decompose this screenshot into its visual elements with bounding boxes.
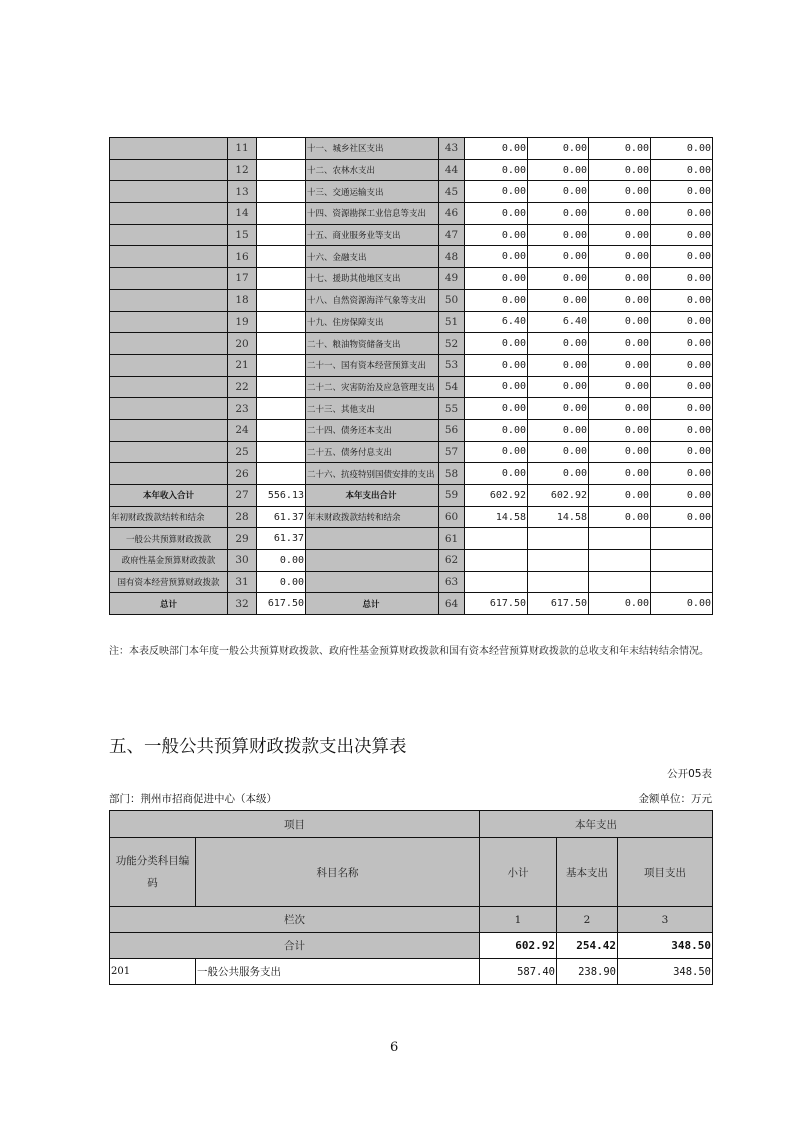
table-row [110, 571, 713, 593]
expense-total [465, 571, 528, 593]
expense-general-budget: 0.00 [528, 354, 589, 376]
expense-general-budget: 0.00 [528, 398, 589, 420]
header-row-2 [110, 838, 713, 907]
income-item-label [110, 268, 228, 290]
row-subtotal: 587.40 [480, 959, 557, 985]
expense-state-capital: 0.00 [651, 181, 713, 203]
expense-gov-fund: 0.00 [589, 289, 651, 311]
header-row-1 [110, 811, 713, 838]
income-amount [257, 181, 306, 203]
column-index-label: 栏次 [110, 907, 480, 933]
amount-unit-label: 金额单位：万元 [638, 793, 712, 805]
column-index-1: 1 [480, 907, 557, 933]
income-amount: 61.37 [257, 528, 306, 550]
expense-gov-fund [589, 571, 651, 593]
income-line-number: 14 [228, 203, 257, 225]
income-line-number: 21 [228, 354, 257, 376]
expense-line-number: 61 [439, 528, 465, 550]
header-name: 科目名称 [196, 838, 480, 907]
expense-total: 0.00 [465, 159, 528, 181]
expense-item-label: 十八、自然资源海洋气象等支出 [306, 289, 439, 311]
expense-total: 617.50 [465, 593, 528, 615]
expense-total: 14.58 [465, 506, 528, 528]
expense-item-label: 十五、商业服务业等支出 [306, 224, 439, 246]
income-expense-summary-table [109, 137, 713, 615]
expense-general-budget: 617.50 [528, 593, 589, 615]
row-name: 一般公共服务支出 [196, 959, 480, 985]
expense-item-label: 二十三、其他支出 [306, 398, 439, 420]
income-amount [257, 463, 306, 485]
expense-total: 0.00 [465, 138, 528, 160]
row-basic: 238.90 [557, 959, 618, 985]
income-amount [257, 354, 306, 376]
expense-item-label: 二十一、国有资本经营预算支出 [306, 354, 439, 376]
section-title: 五、一般公共预算财政拨款支出决算表 [109, 737, 407, 757]
expense-state-capital [651, 550, 713, 572]
expense-general-budget [528, 528, 589, 550]
income-item-label [110, 224, 228, 246]
income-item-label [110, 441, 228, 463]
income-line-number: 24 [228, 419, 257, 441]
expense-line-number: 60 [439, 506, 465, 528]
expense-line-number: 59 [439, 485, 465, 507]
expense-total: 0.00 [465, 376, 528, 398]
expense-item-label: 十一、城乡社区支出 [306, 138, 439, 160]
expense-general-budget [528, 550, 589, 572]
expense-general-budget: 0.00 [528, 203, 589, 225]
expense-line-number: 57 [439, 441, 465, 463]
expense-state-capital: 0.00 [651, 376, 713, 398]
header-current-year-expense: 本年支出 [480, 811, 713, 838]
expense-total: 0.00 [465, 441, 528, 463]
expense-line-number: 52 [439, 333, 465, 355]
income-item-label [110, 311, 228, 333]
expense-line-number: 55 [439, 398, 465, 420]
expense-state-capital: 0.00 [651, 203, 713, 225]
expense-general-budget: 14.58 [528, 506, 589, 528]
expense-line-number: 49 [439, 268, 465, 290]
expense-state-capital: 0.00 [651, 138, 713, 160]
income-item-label: 本年收入合计 [110, 485, 228, 507]
expense-state-capital: 0.00 [651, 224, 713, 246]
expense-line-number: 64 [439, 593, 465, 615]
total-label: 合计 [110, 933, 480, 959]
expense-item-label [306, 550, 439, 572]
expense-item-label: 年末财政拨款结转和结余 [306, 506, 439, 528]
expense-state-capital: 0.00 [651, 268, 713, 290]
income-amount: 0.00 [257, 571, 306, 593]
expense-gov-fund [589, 550, 651, 572]
income-item-label [110, 159, 228, 181]
income-amount [257, 224, 306, 246]
income-amount [257, 159, 306, 181]
expense-line-number: 47 [439, 224, 465, 246]
income-line-number: 25 [228, 441, 257, 463]
table-row [110, 246, 713, 268]
income-amount: 617.50 [257, 593, 306, 615]
income-amount [257, 398, 306, 420]
expense-total: 0.00 [465, 203, 528, 225]
table-row [110, 354, 713, 376]
expense-gov-fund: 0.00 [589, 463, 651, 485]
expense-state-capital: 0.00 [651, 398, 713, 420]
income-line-number: 27 [228, 485, 257, 507]
expense-line-number: 44 [439, 159, 465, 181]
expense-line-number: 45 [439, 181, 465, 203]
expense-general-budget: 6.40 [528, 311, 589, 333]
expense-state-capital: 0.00 [651, 354, 713, 376]
income-amount [257, 203, 306, 225]
expense-line-number: 46 [439, 203, 465, 225]
income-line-number: 19 [228, 311, 257, 333]
income-amount [257, 376, 306, 398]
column-index-2: 2 [557, 907, 618, 933]
header-project: 项目支出 [618, 838, 713, 907]
expense-state-capital: 0.00 [651, 159, 713, 181]
expense-general-budget: 0.00 [528, 333, 589, 355]
expense-item-label: 十二、农林水支出 [306, 159, 439, 181]
general-budget-expense-table [109, 810, 713, 985]
income-item-label [110, 138, 228, 160]
income-line-number: 17 [228, 268, 257, 290]
income-line-number: 15 [228, 224, 257, 246]
expense-gov-fund: 0.00 [589, 354, 651, 376]
income-amount: 556.13 [257, 485, 306, 507]
table-row [110, 333, 713, 355]
income-item-label: 一般公共预算财政拨款 [110, 528, 228, 550]
expense-line-number: 63 [439, 571, 465, 593]
expense-gov-fund: 0.00 [589, 224, 651, 246]
table-tag: 公开05表 [667, 768, 712, 780]
income-item-label [110, 463, 228, 485]
expense-item-label [306, 571, 439, 593]
expense-total: 0.00 [465, 398, 528, 420]
expense-state-capital: 0.00 [651, 246, 713, 268]
expense-gov-fund: 0.00 [589, 376, 651, 398]
expense-gov-fund: 0.00 [589, 485, 651, 507]
column-index-3: 3 [618, 907, 713, 933]
expense-total: 602.92 [465, 485, 528, 507]
expense-item-label: 总计 [306, 593, 439, 615]
income-item-label [110, 419, 228, 441]
expense-gov-fund: 0.00 [589, 398, 651, 420]
table-row [110, 593, 713, 615]
column-index-row [110, 907, 713, 933]
expense-gov-fund: 0.00 [589, 333, 651, 355]
table-row [110, 463, 713, 485]
income-amount [257, 311, 306, 333]
table-row [110, 268, 713, 290]
table-row [110, 159, 713, 181]
income-item-label: 总计 [110, 593, 228, 615]
income-line-number: 16 [228, 246, 257, 268]
header-item: 项目 [110, 811, 480, 838]
expense-general-budget [528, 571, 589, 593]
expense-state-capital: 0.00 [651, 485, 713, 507]
expense-general-budget: 0.00 [528, 289, 589, 311]
total-project: 348.50 [618, 933, 713, 959]
expense-line-number: 50 [439, 289, 465, 311]
expense-gov-fund: 0.00 [589, 159, 651, 181]
table-row [110, 224, 713, 246]
expense-state-capital: 0.00 [651, 333, 713, 355]
income-item-label: 年初财政拨款结转和结余 [110, 506, 228, 528]
expense-gov-fund: 0.00 [589, 311, 651, 333]
table-row [110, 528, 713, 550]
income-amount: 0.00 [257, 550, 306, 572]
expense-item-label: 十七、援助其他地区支出 [306, 268, 439, 290]
income-amount [257, 419, 306, 441]
expense-line-number: 58 [439, 463, 465, 485]
expense-general-budget: 0.00 [528, 181, 589, 203]
income-item-label [110, 376, 228, 398]
expense-line-number: 62 [439, 550, 465, 572]
expense-line-number: 43 [439, 138, 465, 160]
expense-general-budget: 0.00 [528, 268, 589, 290]
expense-general-budget: 0.00 [528, 463, 589, 485]
expense-gov-fund: 0.00 [589, 268, 651, 290]
table-note: 注：本表反映部门本年度一般公共预算财政拨款、政府性基金预算财政拨款和国有资本经营预算财政拨款的总收支和年末结转结余情况。 [109, 646, 709, 657]
expense-gov-fund: 0.00 [589, 246, 651, 268]
expense-total [465, 528, 528, 550]
income-item-label [110, 333, 228, 355]
expense-total: 0.00 [465, 224, 528, 246]
expense-gov-fund: 0.00 [589, 506, 651, 528]
expense-state-capital [651, 528, 713, 550]
expense-gov-fund [589, 528, 651, 550]
expense-total: 0.00 [465, 333, 528, 355]
expense-state-capital: 0.00 [651, 419, 713, 441]
income-amount [257, 441, 306, 463]
income-item-label [110, 203, 228, 225]
expense-item-label [306, 528, 439, 550]
expense-general-budget: 0.00 [528, 224, 589, 246]
expense-total: 0.00 [465, 289, 528, 311]
total-subtotal: 602.92 [480, 933, 557, 959]
table-row [110, 441, 713, 463]
expense-state-capital [651, 571, 713, 593]
expense-line-number: 54 [439, 376, 465, 398]
expense-total: 0.00 [465, 181, 528, 203]
table-row [110, 376, 713, 398]
header-basic: 基本支出 [557, 838, 618, 907]
table-row [110, 203, 713, 225]
income-item-label [110, 289, 228, 311]
table-row [110, 181, 713, 203]
expense-line-number: 51 [439, 311, 465, 333]
expense-total: 0.00 [465, 354, 528, 376]
table-row [110, 485, 713, 507]
income-line-number: 18 [228, 289, 257, 311]
expense-item-label: 二十五、债务付息支出 [306, 441, 439, 463]
income-line-number: 13 [228, 181, 257, 203]
expense-gov-fund: 0.00 [589, 203, 651, 225]
page-number: 6 [390, 1040, 399, 1055]
expense-general-budget: 0.00 [528, 159, 589, 181]
income-amount [257, 268, 306, 290]
income-item-label [110, 398, 228, 420]
income-line-number: 32 [228, 593, 257, 615]
expense-item-label: 十六、金融支出 [306, 246, 439, 268]
expense-general-budget: 0.00 [528, 419, 589, 441]
expense-state-capital: 0.00 [651, 463, 713, 485]
income-line-number: 31 [228, 571, 257, 593]
income-line-number: 30 [228, 550, 257, 572]
table-row [110, 959, 713, 985]
row-code: 201 [110, 959, 196, 985]
income-line-number: 22 [228, 376, 257, 398]
income-item-label [110, 354, 228, 376]
expense-item-label: 十四、资源勘探工业信息等支出 [306, 203, 439, 225]
table-row [110, 289, 713, 311]
expense-state-capital: 0.00 [651, 593, 713, 615]
expense-general-budget: 602.92 [528, 485, 589, 507]
header-code: 功能分类科目编码 [110, 838, 196, 907]
income-line-number: 11 [228, 138, 257, 160]
expense-state-capital: 0.00 [651, 441, 713, 463]
table-row [110, 398, 713, 420]
expense-gov-fund: 0.00 [589, 419, 651, 441]
expense-item-label: 二十二、灾害防治及应急管理支出 [306, 376, 439, 398]
expense-total: 6.40 [465, 311, 528, 333]
table-row [110, 311, 713, 333]
expense-state-capital: 0.00 [651, 506, 713, 528]
header-subtotal: 小计 [480, 838, 557, 907]
expense-total: 0.00 [465, 246, 528, 268]
income-amount [257, 246, 306, 268]
table-row [110, 419, 713, 441]
expense-state-capital: 0.00 [651, 289, 713, 311]
expense-line-number: 56 [439, 419, 465, 441]
income-line-number: 26 [228, 463, 257, 485]
expense-item-label: 二十、粮油物资储备支出 [306, 333, 439, 355]
income-amount [257, 289, 306, 311]
expense-item-label: 十三、交通运输支出 [306, 181, 439, 203]
income-line-number: 29 [228, 528, 257, 550]
expense-gov-fund: 0.00 [589, 181, 651, 203]
income-item-label [110, 246, 228, 268]
income-line-number: 20 [228, 333, 257, 355]
expense-gov-fund: 0.00 [589, 593, 651, 615]
income-line-number: 23 [228, 398, 257, 420]
expense-total [465, 550, 528, 572]
expense-line-number: 48 [439, 246, 465, 268]
total-basic: 254.42 [557, 933, 618, 959]
expense-state-capital: 0.00 [651, 311, 713, 333]
expense-item-label: 二十四、债务还本支出 [306, 419, 439, 441]
income-item-label: 政府性基金预算财政拨款 [110, 550, 228, 572]
income-amount [257, 333, 306, 355]
expense-gov-fund: 0.00 [589, 138, 651, 160]
row-project: 348.50 [618, 959, 713, 985]
expense-gov-fund: 0.00 [589, 441, 651, 463]
department-label: 部门：荆州市招商促进中心（本级） [109, 793, 277, 805]
table-row [110, 550, 713, 572]
expense-item-label: 二十六、抗疫特别国债安排的支出 [306, 463, 439, 485]
table-row [110, 138, 713, 160]
income-item-label: 国有资本经营预算财政拨款 [110, 571, 228, 593]
income-line-number: 12 [228, 159, 257, 181]
expense-item-label: 本年支出合计 [306, 485, 439, 507]
income-amount [257, 138, 306, 160]
income-line-number: 28 [228, 506, 257, 528]
expense-general-budget: 0.00 [528, 376, 589, 398]
expense-total: 0.00 [465, 268, 528, 290]
expense-general-budget: 0.00 [528, 138, 589, 160]
expense-item-label: 十九、住房保障支出 [306, 311, 439, 333]
expense-total: 0.00 [465, 463, 528, 485]
expense-line-number: 53 [439, 354, 465, 376]
total-row [110, 933, 713, 959]
expense-general-budget: 0.00 [528, 246, 589, 268]
income-item-label [110, 181, 228, 203]
expense-total: 0.00 [465, 419, 528, 441]
expense-general-budget: 0.00 [528, 441, 589, 463]
table-row [110, 506, 713, 528]
income-amount: 61.37 [257, 506, 306, 528]
